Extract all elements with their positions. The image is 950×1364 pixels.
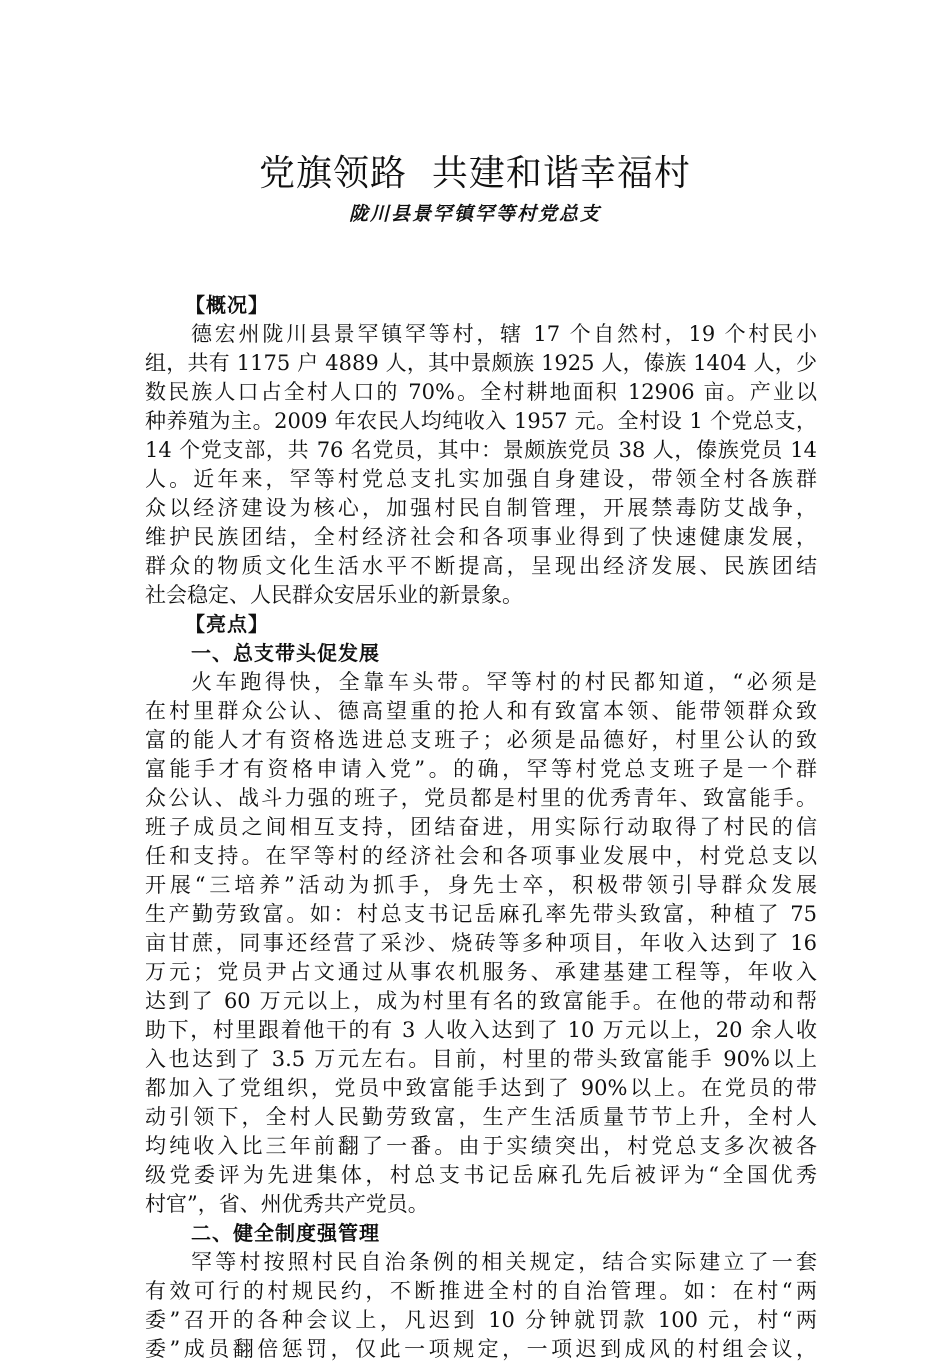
paragraph-line: 生产勤劳致富。如：村总支书记岳麻孔率先带头致富，种植了 75: [145, 902, 817, 926]
paragraph-line: 富能手才有资格申请入党”。的确，罕等村党总支班子是一个群: [145, 757, 817, 781]
paragraph-line: 万元；党员尹占文通过从事农机服务、承建基建工程等，年收入: [145, 960, 817, 984]
subsection-heading-2: 二、健全制度强管理: [191, 1221, 380, 1245]
paragraph-line: 维护民族团结，全村经济社会和各项事业得到了快速健康发展，: [145, 525, 817, 549]
paragraph-line: 级党委评为先进集体，村总支书记岳麻孔先后被评为“全国优秀: [145, 1163, 817, 1187]
paragraph-line: 14 个党支部，共 76 名党员，其中：景颇族党员 38 人，傣族党员 14: [145, 438, 817, 462]
section-heading-highlights: 【亮点】: [185, 612, 269, 636]
subsection-heading-1: 一、总支带头促发展: [191, 641, 380, 665]
document-subtitle: 陇川县景罕镇罕等村党总支: [348, 203, 601, 225]
paragraph-line: 都加入了党组织，党员中致富能手达到了 90%以上。在党员的带: [145, 1076, 817, 1100]
paragraph-line: 火车跑得快，全靠车头带。罕等村的村民都知道，“必须是: [191, 670, 817, 694]
paragraph-line: 社会稳定、人民群众安居乐业的新景象。: [145, 583, 523, 607]
paragraph-line: 人。近年来，罕等村党总支扎实加强自身建设，带领全村各族群: [145, 467, 817, 491]
paragraph-line: 班子成员之间相互支持，团结奋进，用实际行动取得了村民的信: [145, 815, 817, 839]
paragraph-line: 罕等村按照村民自治条例的相关规定，结合实际建立了一套: [191, 1250, 817, 1274]
document-title: 党旗领路 共建和谐幸福村: [259, 153, 691, 194]
paragraph-line: 德宏州陇川县景罕镇罕等村，辖 17 个自然村，19 个村民小: [191, 322, 817, 346]
paragraph-line: 众公认、战斗力强的班子，党员都是村里的优秀青年、致富能手。: [145, 786, 817, 810]
paragraph-line: 动引领下，全村人民勤劳致富，生产生活质量节节上升，全村人: [145, 1105, 817, 1129]
paragraph-line: 助下，村里跟着他干的有 3 人收入达到了 10 万元以上，20 余人收: [145, 1018, 817, 1042]
paragraph-line: 群众的物质文化生活水平不断提高，呈现出经济发展、民族团结: [145, 554, 817, 578]
paragraph-line: 亩甘蔗，同事还经营了采沙、烧砖等多种项目，年收入达到了 16: [145, 931, 817, 955]
paragraph-line: 均纯收入比三年前翻了一番。由于实绩突出，村党总支多次被各: [145, 1134, 817, 1158]
document-body: [145, 291, 817, 1364]
paragraph-line: 任和支持。在罕等村的经济社会和各项事业发展中，村党总支以: [145, 844, 817, 868]
paragraph-line: 众以经济建设为核心，加强村民自制管理，开展禁毒防艾战争，: [145, 496, 817, 520]
section-heading-overview: 【概况】: [185, 293, 269, 317]
paragraph-line: 数民族人口占全村人口的 70%。全村耕地面积 12906 亩。产业以: [145, 380, 817, 404]
paragraph-line: 种养殖为主。2009 年农民人均纯收入 1957 元。全村设 1 个党总支，: [145, 409, 817, 433]
paragraph-line: 村官”，省、州优秀共产党员。: [145, 1192, 429, 1216]
paragraph-line: 在村里群众公认、德高望重的抢人和有致富本领、能带领群众致: [145, 699, 817, 723]
paragraph-line: 开展“三培养”活动为抓手，身先士卒，积极带领引导群众发展: [145, 873, 817, 897]
paragraph-line: 有效可行的村规民约，不断推进全村的自治管理。如：在村“两: [145, 1279, 817, 1303]
paragraph-line: 委”召开的各种会议上，凡迟到 10 分钟就罚款 100 元，村“两: [145, 1308, 817, 1332]
paragraph-line: 富的能人才有资格选进总支班子；必须是品德好，村里公认的致: [145, 728, 817, 752]
paragraph-line: 达到了 60 万元以上，成为村里有名的致富能手。在他的带动和帮: [145, 989, 817, 1013]
paragraph-line: 组，共有 1175 户 4889 人，其中景颇族 1925 人，傣族 1404 人，少: [145, 351, 817, 375]
paragraph-line: 委”成员翻倍惩罚，仅此一项规定，一项迟到成风的村组会议，: [145, 1337, 817, 1361]
paragraph-line: 入也达到了 3.5 万元左右。目前，村里的带头致富能手 90%以上: [145, 1047, 817, 1071]
